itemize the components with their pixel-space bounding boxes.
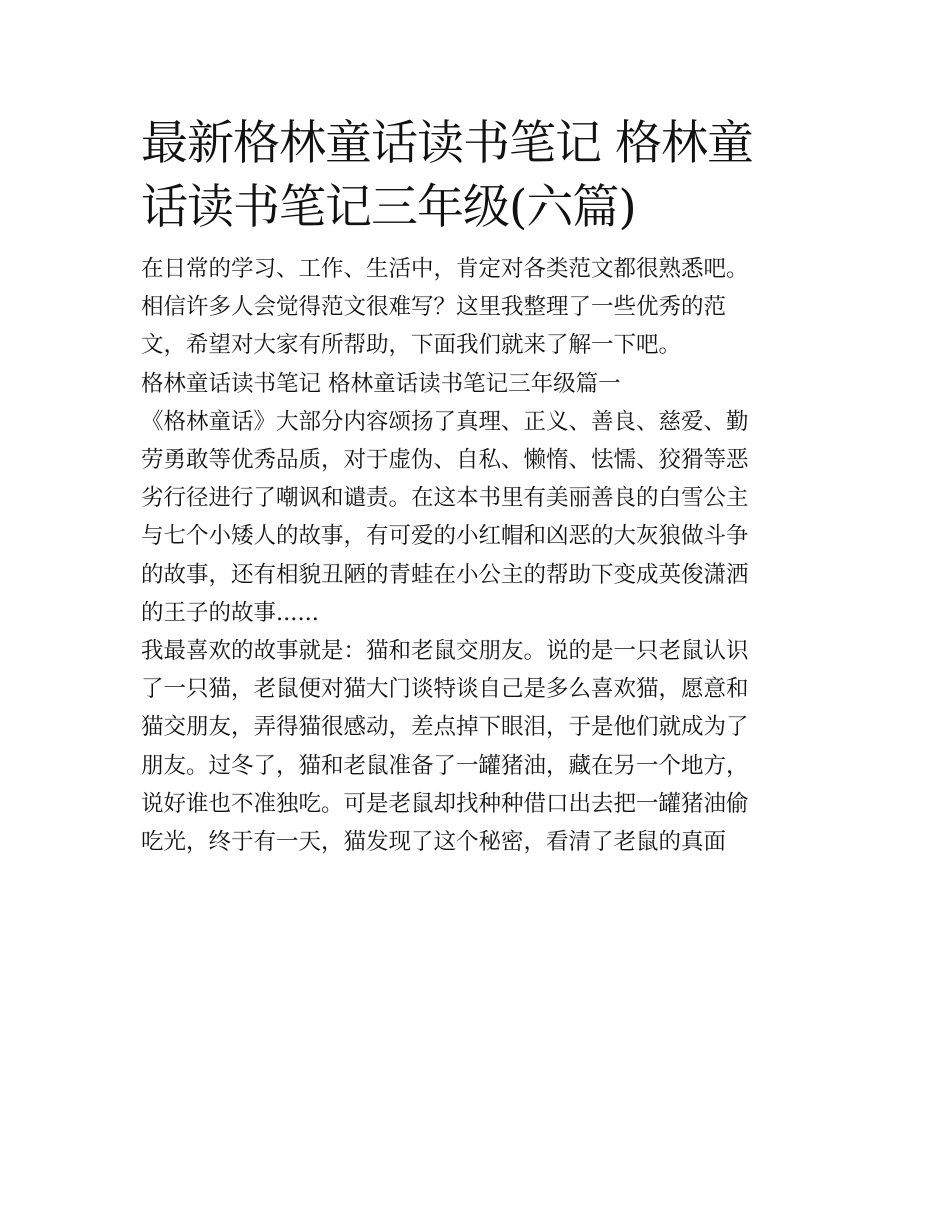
text-line: 猫交朋友，弄得猫很感动，差点掉下眼泪，于是他们就成为了 (141, 714, 749, 741)
text-line: 说好谁也不准独吃。可是老鼠却找种种借口出去把一罐猪油偷 (141, 790, 749, 817)
body-paragraph (141, 632, 816, 861)
text-line: 劣行径进行了嘲讽和谴责。在这本书里有美丽善良的白雪公主 (141, 485, 749, 512)
text-line: 的王子的故事...... (141, 599, 319, 626)
text-line: 的故事，还有相貌丑陋的青蛙在小公主的帮助下变成英俊潇洒 (141, 561, 749, 588)
body-paragraph (141, 403, 816, 632)
text-line: 《格林童话》大部分内容颂扬了真理、正义、善良、慈爱、勤 (141, 408, 749, 435)
text-line: 劳勇敢等优秀品质，对于虚伪、自私、懒惰、怯懦、狡猾等恶 (141, 447, 749, 474)
document-title (141, 112, 816, 240)
text-line: 了一只猫，老鼠便对猫大门谈特谈自己是多么喜欢猫，愿意和 (141, 676, 749, 703)
text-line: 格林童话读书笔记 格林童话读书笔记三年级篇一 (141, 370, 621, 397)
text-line: 在日常的学习、工作、生活中，肯定对各类范文都很熟悉吧。 (141, 256, 749, 282)
intro-paragraph (141, 250, 816, 365)
text-line: 文，希望对大家有所帮助，下面我们就来了解一下吧。 (141, 332, 682, 359)
document-page (141, 112, 816, 861)
section-heading (141, 365, 816, 403)
text-line: 与七个小矮人的故事，有可爱的小红帽和凶恶的大灰狼做斗争 (141, 523, 749, 550)
text-line: 吃光，终于有一天，猫发现了这个秘密，看清了老鼠的真面 (141, 829, 727, 856)
title-line: 最新格林童话读书笔记 格林童 (141, 116, 753, 171)
text-line: 相信许多人会觉得范文很难写？这里我整理了一些优秀的范 (141, 294, 727, 321)
text-line: 朋友。过冬了，猫和老鼠准备了一罐猪油，藏在另一个地方， (141, 752, 749, 779)
text-line: 我最喜欢的故事就是：猫和老鼠交朋友。说的是一只老鼠认识 (141, 638, 749, 665)
title-line: 话读书笔记三年级(六篇) (141, 180, 636, 235)
